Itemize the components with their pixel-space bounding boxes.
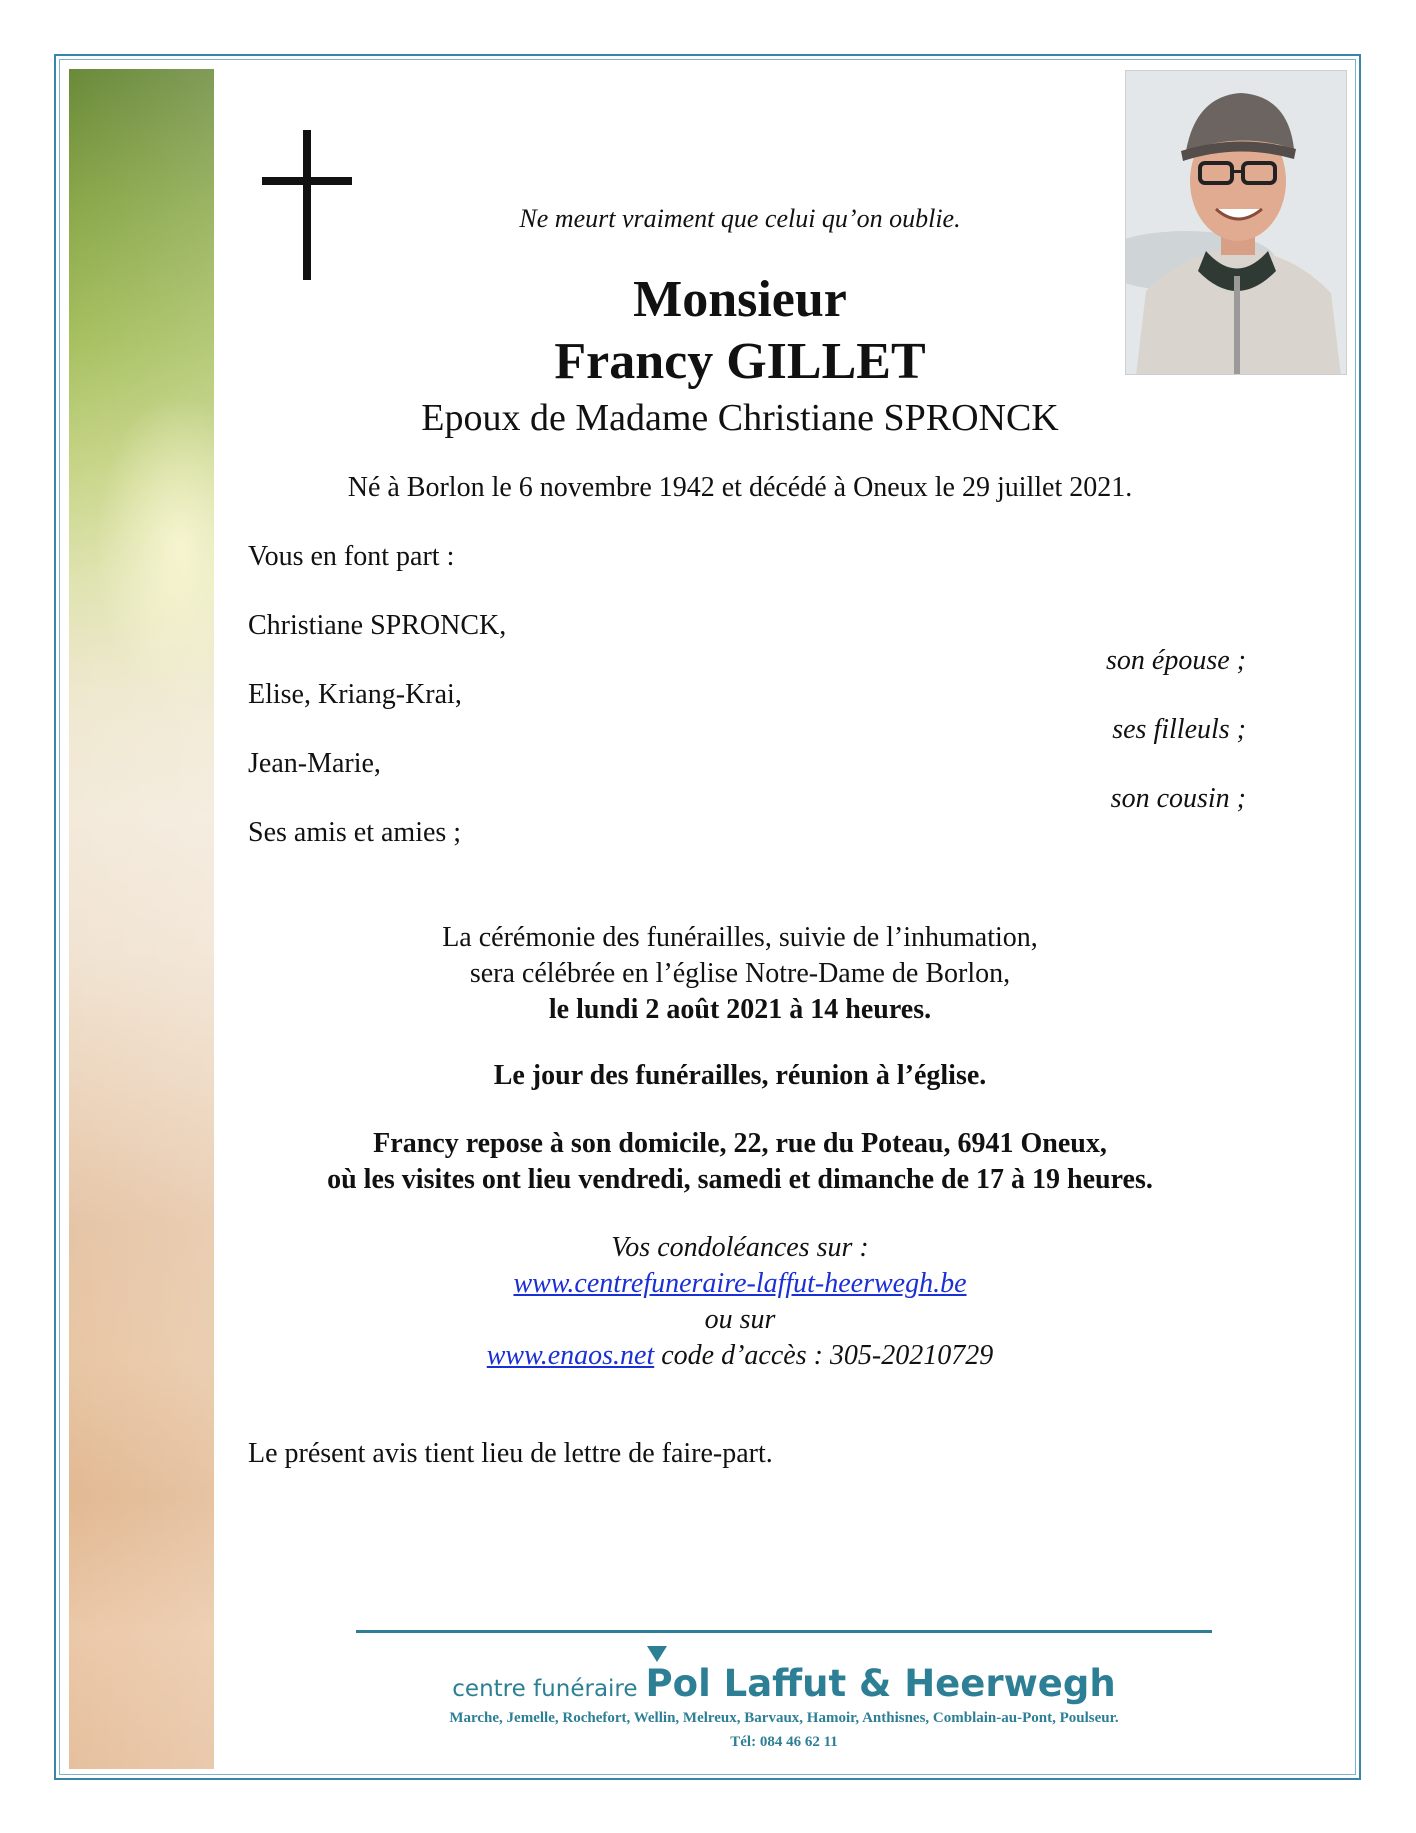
spouse-line: Epoux de Madame Christiane SPRONCK: [421, 397, 1059, 439]
family-friends: Ses amis et amies ;: [248, 817, 462, 848]
rest-block: [240, 1126, 1240, 1198]
ceremony-date: le lundi 2 août 2021 à 14 heures.: [548, 994, 932, 1025]
family-name-3: Jean-Marie,: [248, 748, 381, 779]
meeting-info: Le jour des funérailles, réunion à l’église.: [493, 1060, 987, 1091]
title-honorific: Monsieur: [633, 271, 847, 328]
condolences-intro: Vos condoléances sur :: [611, 1232, 869, 1263]
family-relation-3: son cousin ;: [1110, 783, 1246, 814]
ceremony-line-2: sera célébrée en l’église Notre-Dame de Borlon,: [469, 958, 1011, 989]
footer-phone: Tél: 084 46 62 11: [730, 1734, 838, 1750]
deceased-name: Francy GILLET: [554, 333, 926, 390]
birth-death-line: Né à Borlon le 6 novembre 1942 et décédé à Oneux le 29 juillet 2021.: [347, 472, 1133, 503]
family-relation-2: ses filleuls ;: [1112, 714, 1246, 745]
ceremony-line-1: La cérémonie des funérailles, suivie de l’inhumation,: [442, 922, 1038, 953]
condolences-block: [240, 1230, 1240, 1374]
family-name-1: Christiane SPRONCK,: [248, 610, 507, 641]
logo-brand-text: Pol Laffut & Heerwegh: [645, 1662, 1116, 1705]
funeral-home-logo: [356, 1662, 1212, 1705]
footer-towns: Marche, Jemelle, Rochefort, Wellin, Melreux, Barvaux, Hamoir, Anthisnes, Comblain-au-Pont, Poulseur.: [449, 1710, 1119, 1726]
quote: Ne meurt vraiment que celui qu’on oublie.: [519, 204, 961, 233]
family-intro: Vous en font part :: [248, 541, 455, 572]
condolences-link-enaos[interactable]: www.enaos.net: [486, 1340, 655, 1371]
notice-text: Le présent avis tient lieu de lettre de faire-part.: [248, 1438, 773, 1469]
footer-divider: [356, 1630, 1212, 1633]
family-name-2: Elise, Kriang-Krai,: [248, 679, 462, 710]
rest-line-2: où les visites ont lieu vendredi, samedi et dimanche de 17 à 19 heures.: [327, 1164, 1153, 1195]
decorative-forest-strip: [69, 69, 214, 1769]
logo-small-text: centre funéraire: [452, 1676, 638, 1702]
ceremony-block: [240, 920, 1240, 1028]
access-code: code d’accès : 305-20210729: [654, 1340, 994, 1371]
family-relation-1: son épouse ;: [1106, 645, 1246, 676]
logo-triangle-icon: [647, 1646, 667, 1662]
condolences-or: ou sur: [704, 1304, 776, 1335]
rest-line-1: Francy repose à son domicile, 22, rue du Poteau, 6941 Oneux,: [373, 1128, 1107, 1159]
condolences-link-primary[interactable]: www.centrefuneraire-laffut-heerwegh.be: [513, 1268, 967, 1299]
